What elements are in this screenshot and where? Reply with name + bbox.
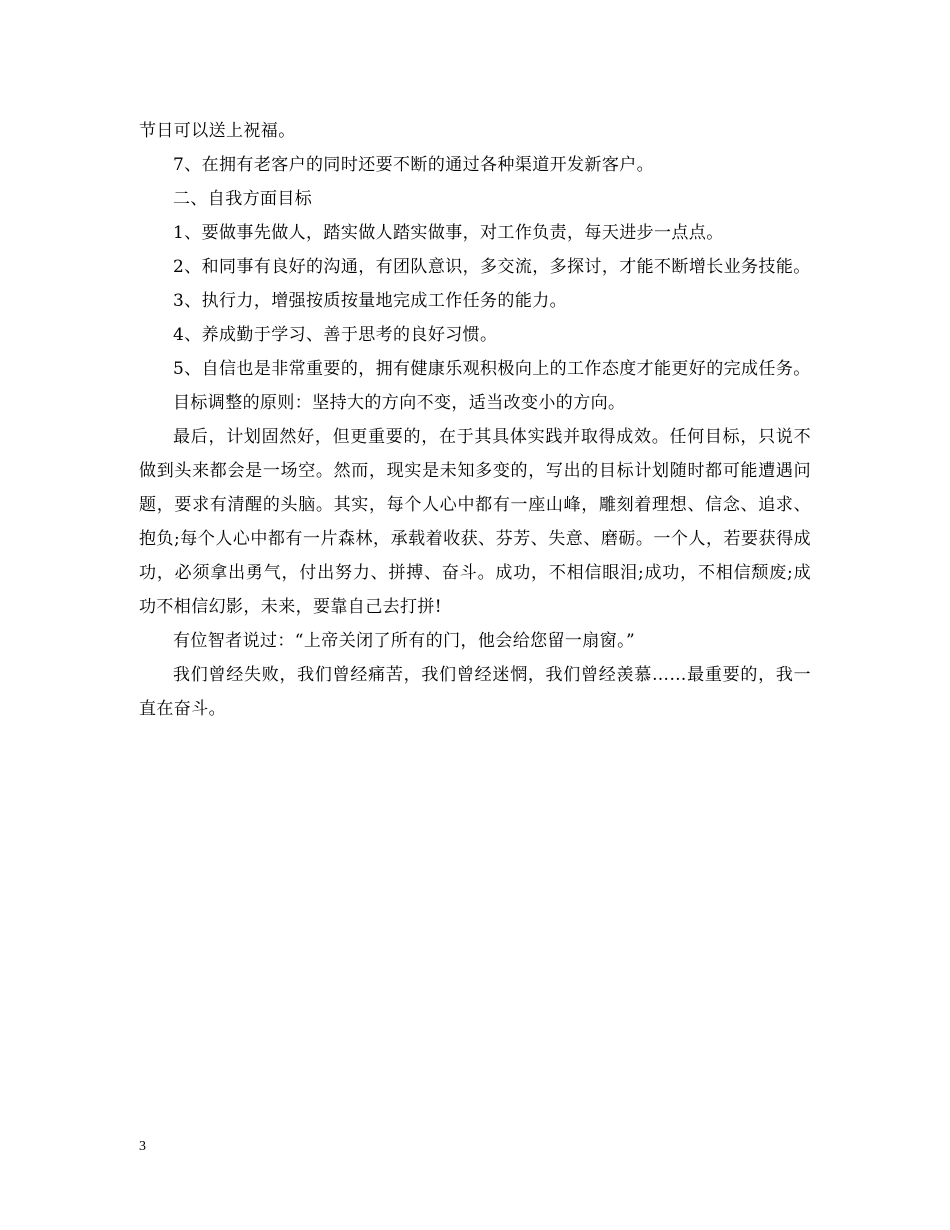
document-body — [139, 114, 811, 726]
paragraph: 1、要做事先做人，踏实做人踏实做事，对工作负责，每天进步一点点。 — [173, 223, 724, 243]
paragraph: 2、和同事有良好的沟通，有团队意识，多交流，多探讨，才能不断增长业务技能。 — [173, 257, 811, 277]
section-heading: 二、自我方面目标 — [173, 189, 313, 209]
page-number: 3 — [139, 1139, 146, 1154]
paragraph: 目标调整的原则：坚持大的方向不变，适当改变小的方向。 — [173, 393, 626, 413]
paragraph: 节日可以送上祝福。 — [139, 121, 296, 141]
paragraph: 最后，计划固然好，但更重要的，在于其具体实践并取得成效。任何目标，只说不做到头来都会是一场空。然而，现实是未知多变的，写出的目标计划随时都可能遭遇问题，要求有清醒的头脑。其实，每个人心中都有一座山峰，雕刻着理想、信念、追求、抱负;每个人心中都有一片森林，承载着收获、芬芳、失意、磨砺。一个人，若要获得成功，必须拿出勇气，付出努力、拼搏、奋斗。成功，不相信眼泪;成功，不相信颓废;成功不相信幻影，未来，要靠自己去打拼! — [139, 427, 811, 617]
paragraph: 7、在拥有老客户的同时还要不断的通过各种渠道开发新客户。 — [173, 155, 655, 175]
paragraph: 我们曾经失败，我们曾经痛苦，我们曾经迷惘，我们曾经羡慕……最重要的，我一直在奋斗。 — [139, 665, 811, 719]
paragraph: 5、自信也是非常重要的，拥有健康乐观积极向上的工作态度才能更好的完成任务。 — [173, 359, 811, 379]
paragraph: 4、养成勤于学习、善于思考的良好习惯。 — [173, 325, 498, 345]
paragraph: 3、执行力，增强按质按量地完成工作任务的能力。 — [173, 291, 568, 311]
quote-paragraph: 有位智者说过：“上帝关闭了所有的门，他会给您留一扇窗。” — [173, 631, 636, 651]
